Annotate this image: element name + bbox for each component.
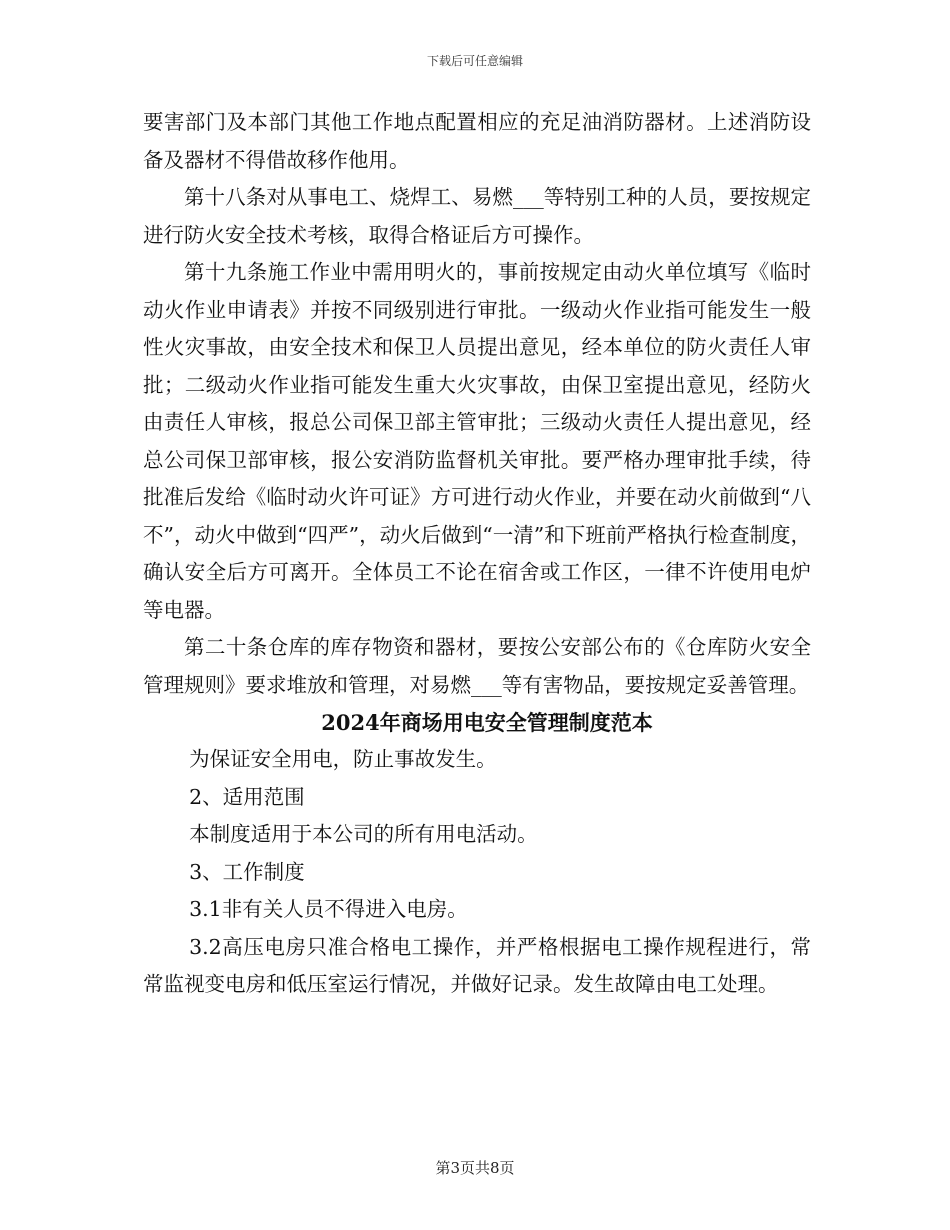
document-body — [143, 104, 811, 1004]
section-title: 2024年商场用电安全管理制度范本 — [321, 710, 653, 735]
paragraph-article-19: 第十九条施工作业中需用明火的，事前按规定由动火单位填写《临时动火作业申请表》并按不同级别进行审批。一级动火作业指可能发生一般性火灾事故，由安全技术和保卫人员提出意见，经本单位的防火责任人审批；二级动火作业指可能发生重大火灾事故，由保卫室提出意见，经防火由责任人审核，报总公司保卫部主管审批；三级动火责任人提出意见，经总公司保卫部审核，报公安消防监督机关审批。要严格办理审批手续，待批准后发给《临时动火许可证》方可进行动火作业，并要在动火前做到“八不”，动火中做到“四严”，动火后做到“一清”和下班前严格执行检查制度，确认安全后方可离开。全体员工不论在宿舍或工作区，一律不许使用电炉等电器。 — [143, 260, 811, 622]
page-footer: 第3页共8页 — [435, 1159, 515, 1177]
paragraph-scope: 本制度适用于本公司的所有用电活动。 — [189, 822, 538, 846]
heading-work-rules: 3、工作制度 — [189, 859, 305, 884]
paragraph-article-20: 第二十条仓库的库存物资和器材，要按公安部公布的《仓库防火安全管理规则》要求堆放和管理，对易燃___等有害物品，要按规定妥善管理。 — [143, 635, 811, 697]
heading-scope: 2、适用范围 — [189, 784, 305, 809]
paragraph-purpose: 为保证安全用电，防止事故发生。 — [189, 747, 497, 771]
paragraph-rule-3-1: 3.1非有关人员不得进入电房。 — [189, 897, 468, 921]
paragraph-rule-3-2: 3.2高压电房只准合格电工操作，并严格根据电工操作规程进行，常常监视变电房和低压室运行情况，并做好记录。发生故障由电工处理。 — [143, 934, 811, 996]
page-header: 下载后可任意编辑 — [426, 54, 523, 68]
paragraph-continuation: 要害部门及本部门其他工作地点配置相应的充足油消防器材。上述消防设备及器材不得借故移作他用。 — [143, 110, 811, 172]
paragraph-article-18: 第十八条对从事电工、烧焊工、易燃___等特别工种的人员，要按规定进行防火安全技术考核，取得合格证后方可操作。 — [143, 185, 811, 247]
